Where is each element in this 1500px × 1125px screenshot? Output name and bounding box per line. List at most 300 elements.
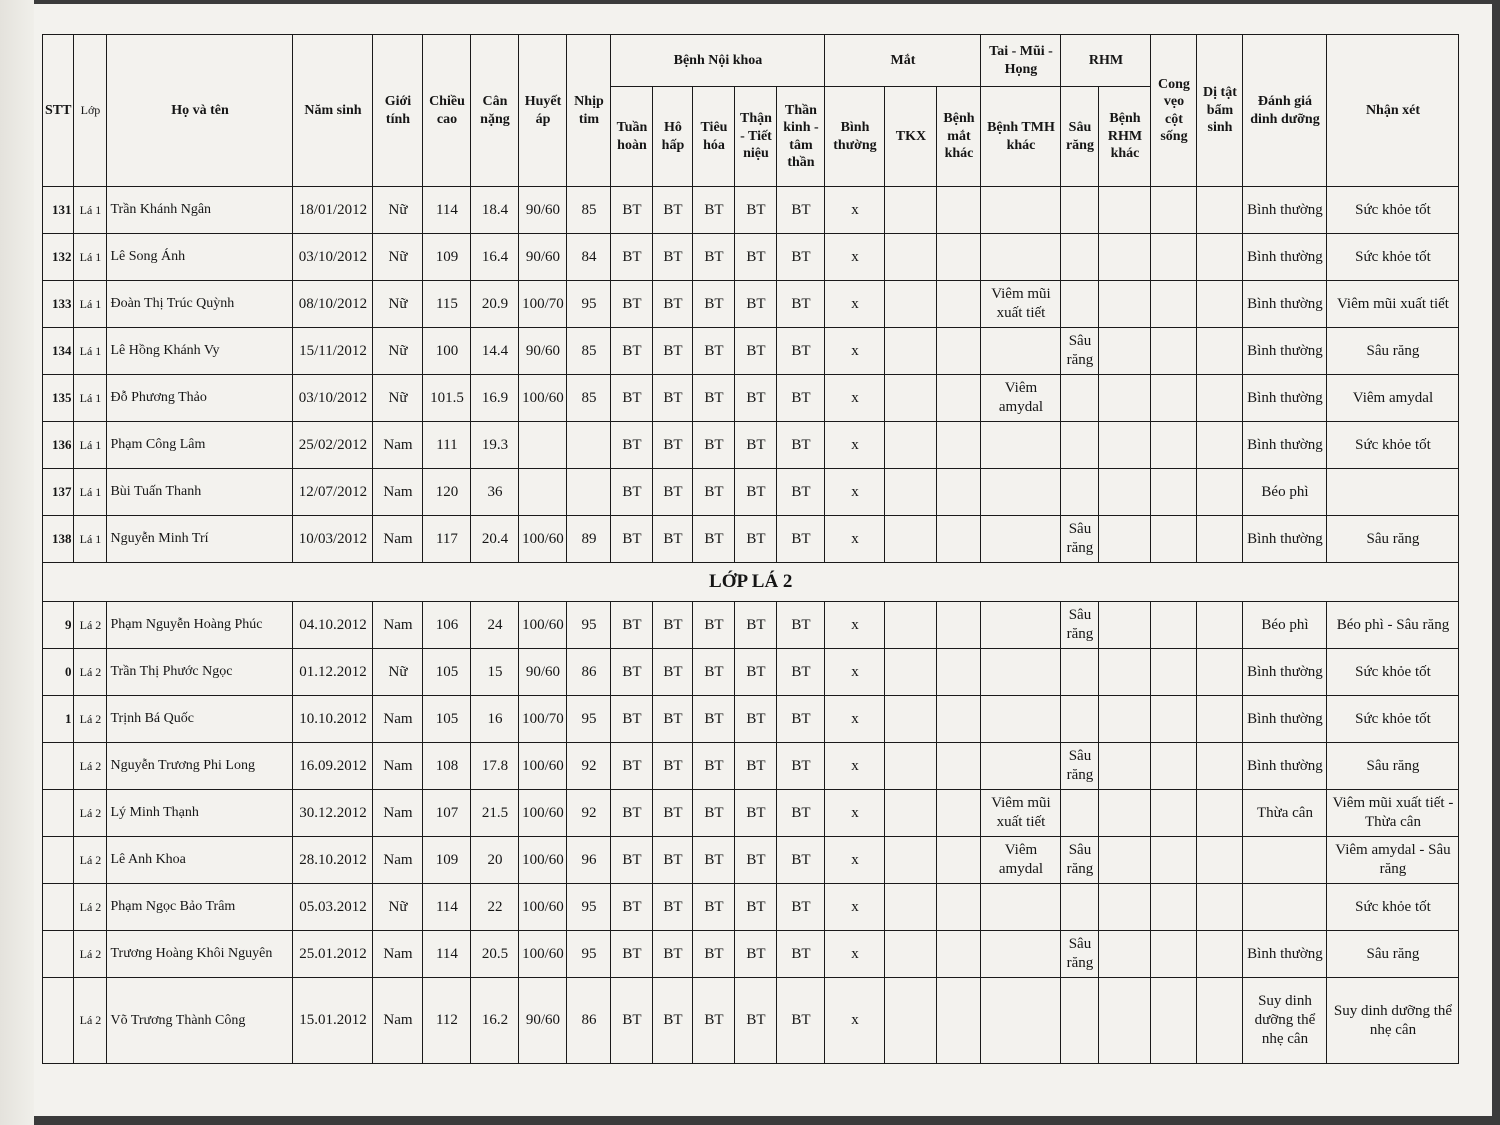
table-row <box>43 234 1459 281</box>
header-di-tat: Dị tật bẩm sinh <box>1197 35 1243 187</box>
benh-tmh-cell <box>981 234 1061 281</box>
bp-cell: 100/60 <box>519 884 567 931</box>
name-cell: Phạm Ngọc Bảo Trâm <box>107 884 293 931</box>
di-tat-cell <box>1197 978 1243 1064</box>
sau-rang-cell <box>1061 649 1099 696</box>
nhan-xet-cell: Viêm mũi xuất tiết - Thừa cân <box>1327 790 1459 837</box>
than-tiet-nieu-cell: BT <box>735 649 777 696</box>
danh-gia-cell: Bình thường <box>1243 516 1327 563</box>
height-cell: 108 <box>423 743 471 790</box>
header-tmh: Tai - Mũi - Họng <box>981 35 1061 87</box>
mat-binh-thuong-cell: x <box>825 790 885 837</box>
bp-cell: 100/70 <box>519 281 567 328</box>
di-tat-cell <box>1197 375 1243 422</box>
tuan-hoan-cell: BT <box>611 328 653 375</box>
header-nam-sinh: Năm sinh <box>293 35 373 187</box>
than-kinh-cell: BT <box>777 602 825 649</box>
cong-veo-cell <box>1151 281 1197 328</box>
hr-cell: 95 <box>567 602 611 649</box>
benh-mat-khac-cell <box>937 422 981 469</box>
benh-mat-khac-cell <box>937 790 981 837</box>
table-row <box>43 328 1459 375</box>
benh-mat-khac-cell <box>937 516 981 563</box>
table-row <box>43 837 1459 884</box>
header-danh-gia: Đánh giá dinh dưỡng <box>1243 35 1327 187</box>
sau-rang-cell: Sâu răng <box>1061 837 1099 884</box>
than-kinh-cell: BT <box>777 696 825 743</box>
hr-cell: 84 <box>567 234 611 281</box>
benh-tmh-cell: Viêm amydal <box>981 837 1061 884</box>
sex-cell: Nam <box>373 931 423 978</box>
sex-cell: Nữ <box>373 884 423 931</box>
benh-rhm-khac-cell <box>1099 790 1151 837</box>
di-tat-cell <box>1197 931 1243 978</box>
bp-cell: 100/60 <box>519 602 567 649</box>
table-row <box>43 469 1459 516</box>
table-row <box>43 696 1459 743</box>
ho-hap-cell: BT <box>653 281 693 328</box>
bp-cell: 100/70 <box>519 696 567 743</box>
bp-cell: 100/60 <box>519 516 567 563</box>
cong-veo-cell <box>1151 978 1197 1064</box>
stt-cell: 131 <box>43 187 74 234</box>
mat-binh-thuong-cell: x <box>825 328 885 375</box>
weight-cell: 16.9 <box>471 375 519 422</box>
sex-cell: Nam <box>373 743 423 790</box>
danh-gia-cell: Bình thường <box>1243 187 1327 234</box>
tuan-hoan-cell: BT <box>611 516 653 563</box>
benh-rhm-khac-cell <box>1099 375 1151 422</box>
nhan-xet-cell: Béo phì - Sâu răng <box>1327 602 1459 649</box>
dob-cell: 30.12.2012 <box>293 790 373 837</box>
bp-cell: 90/60 <box>519 649 567 696</box>
di-tat-cell <box>1197 469 1243 516</box>
sex-cell: Nữ <box>373 375 423 422</box>
tkx-cell <box>885 884 937 931</box>
ho-hap-cell: BT <box>653 516 693 563</box>
benh-tmh-cell <box>981 649 1061 696</box>
mat-binh-thuong-cell: x <box>825 649 885 696</box>
benh-tmh-cell <box>981 743 1061 790</box>
class2-title: LỚP LÁ 2 <box>43 563 1459 602</box>
ho-hap-cell: BT <box>653 790 693 837</box>
mat-binh-thuong-cell: x <box>825 978 885 1064</box>
stt-cell <box>43 884 74 931</box>
weight-cell: 20 <box>471 837 519 884</box>
height-cell: 109 <box>423 837 471 884</box>
benh-tmh-cell <box>981 469 1061 516</box>
sau-rang-cell <box>1061 884 1099 931</box>
stt-cell: 9 <box>43 602 74 649</box>
danh-gia-cell <box>1243 837 1327 884</box>
mat-binh-thuong-cell: x <box>825 602 885 649</box>
than-tiet-nieu-cell: BT <box>735 602 777 649</box>
weight-cell: 21.5 <box>471 790 519 837</box>
header-rhm: RHM <box>1061 35 1151 87</box>
dob-cell: 18/01/2012 <box>293 187 373 234</box>
ho-hap-cell: BT <box>653 422 693 469</box>
height-cell: 105 <box>423 649 471 696</box>
sex-cell: Nam <box>373 837 423 884</box>
tkx-cell <box>885 281 937 328</box>
lop-cell: Lá 2 <box>74 978 107 1064</box>
weight-cell: 24 <box>471 602 519 649</box>
than-kinh-cell: BT <box>777 649 825 696</box>
lop-cell: Lá 2 <box>74 837 107 884</box>
than-kinh-cell: BT <box>777 884 825 931</box>
sex-cell: Nam <box>373 422 423 469</box>
dob-cell: 05.03.2012 <box>293 884 373 931</box>
tuan-hoan-cell: BT <box>611 422 653 469</box>
height-cell: 112 <box>423 978 471 1064</box>
benh-tmh-cell: Viêm mũi xuất tiết <box>981 790 1061 837</box>
benh-rhm-khac-cell <box>1099 696 1151 743</box>
header-binh-thuong: Bình thường <box>825 87 885 187</box>
nhan-xet-cell: Sức khỏe tốt <box>1327 234 1459 281</box>
than-tiet-nieu-cell: BT <box>735 743 777 790</box>
tkx-cell <box>885 837 937 884</box>
sau-rang-cell <box>1061 469 1099 516</box>
than-tiet-nieu-cell: BT <box>735 837 777 884</box>
benh-rhm-khac-cell <box>1099 931 1151 978</box>
cong-veo-cell <box>1151 469 1197 516</box>
weight-cell: 20.5 <box>471 931 519 978</box>
ho-hap-cell: BT <box>653 649 693 696</box>
dob-cell: 03/10/2012 <box>293 234 373 281</box>
table-header <box>43 35 1459 187</box>
sau-rang-cell <box>1061 375 1099 422</box>
hr-cell: 85 <box>567 187 611 234</box>
di-tat-cell <box>1197 234 1243 281</box>
benh-rhm-khac-cell <box>1099 602 1151 649</box>
tieu-hoa-cell: BT <box>693 602 735 649</box>
weight-cell: 16 <box>471 696 519 743</box>
tieu-hoa-cell: BT <box>693 696 735 743</box>
tieu-hoa-cell: BT <box>693 743 735 790</box>
benh-mat-khac-cell <box>937 375 981 422</box>
sex-cell: Nữ <box>373 234 423 281</box>
mat-binh-thuong-cell: x <box>825 743 885 790</box>
than-tiet-nieu-cell: BT <box>735 375 777 422</box>
weight-cell: 16.2 <box>471 978 519 1064</box>
header-than-kinh: Thần kinh - tâm thần <box>777 87 825 187</box>
benh-rhm-khac-cell <box>1099 837 1151 884</box>
than-kinh-cell: BT <box>777 516 825 563</box>
nhan-xet-cell: Sức khỏe tốt <box>1327 187 1459 234</box>
height-cell: 114 <box>423 884 471 931</box>
name-cell: Phạm Công Lâm <box>107 422 293 469</box>
nhan-xet-cell: Viêm amydal <box>1327 375 1459 422</box>
benh-mat-khac-cell <box>937 696 981 743</box>
header-nhan-xet: Nhận xét <box>1327 35 1459 187</box>
di-tat-cell <box>1197 187 1243 234</box>
than-tiet-nieu-cell: BT <box>735 281 777 328</box>
stt-cell <box>43 790 74 837</box>
cong-veo-cell <box>1151 649 1197 696</box>
di-tat-cell <box>1197 281 1243 328</box>
benh-mat-khac-cell <box>937 884 981 931</box>
tkx-cell <box>885 696 937 743</box>
table-row <box>43 375 1459 422</box>
lop-cell: Lá 1 <box>74 375 107 422</box>
benh-tmh-cell: Viêm mũi xuất tiết <box>981 281 1061 328</box>
ho-hap-cell: BT <box>653 837 693 884</box>
di-tat-cell <box>1197 422 1243 469</box>
than-kinh-cell: BT <box>777 469 825 516</box>
header-ho-ten: Họ và tên <box>107 35 293 187</box>
tieu-hoa-cell: BT <box>693 790 735 837</box>
tuan-hoan-cell: BT <box>611 281 653 328</box>
mat-binh-thuong-cell: x <box>825 837 885 884</box>
nhan-xet-cell: Viêm mũi xuất tiết <box>1327 281 1459 328</box>
than-tiet-nieu-cell: BT <box>735 328 777 375</box>
bp-cell: 90/60 <box>519 978 567 1064</box>
bp-cell: 90/60 <box>519 187 567 234</box>
tkx-cell <box>885 328 937 375</box>
lop-cell: Lá 1 <box>74 187 107 234</box>
than-tiet-nieu-cell: BT <box>735 187 777 234</box>
benh-rhm-khac-cell <box>1099 649 1151 696</box>
mat-binh-thuong-cell: x <box>825 931 885 978</box>
header-benh-tmh-khac: Bệnh TMH khác <box>981 87 1061 187</box>
header-tieu-hoa: Tiêu hóa <box>693 87 735 187</box>
tuan-hoan-cell: BT <box>611 931 653 978</box>
tuan-hoan-cell: BT <box>611 743 653 790</box>
tieu-hoa-cell: BT <box>693 375 735 422</box>
bp-cell: 90/60 <box>519 234 567 281</box>
benh-tmh-cell <box>981 187 1061 234</box>
lop-cell: Lá 2 <box>74 790 107 837</box>
hr-cell <box>567 422 611 469</box>
sau-rang-cell: Sâu răng <box>1061 328 1099 375</box>
table-row <box>43 602 1459 649</box>
dob-cell: 04.10.2012 <box>293 602 373 649</box>
than-kinh-cell: BT <box>777 234 825 281</box>
mat-binh-thuong-cell: x <box>825 422 885 469</box>
danh-gia-cell: Bình thường <box>1243 649 1327 696</box>
mat-binh-thuong-cell: x <box>825 516 885 563</box>
tuan-hoan-cell: BT <box>611 884 653 931</box>
di-tat-cell <box>1197 328 1243 375</box>
header-lop: Lớp <box>74 35 107 187</box>
di-tat-cell <box>1197 516 1243 563</box>
name-cell: Trần Khánh Ngân <box>107 187 293 234</box>
bp-cell: 100/60 <box>519 375 567 422</box>
dob-cell: 25.01.2012 <box>293 931 373 978</box>
than-kinh-cell: BT <box>777 931 825 978</box>
mat-binh-thuong-cell: x <box>825 187 885 234</box>
cong-veo-cell <box>1151 422 1197 469</box>
hr-cell: 92 <box>567 743 611 790</box>
header-benh-mat-khac: Bệnh mắt khác <box>937 87 981 187</box>
height-cell: 117 <box>423 516 471 563</box>
sau-rang-cell: Sâu răng <box>1061 602 1099 649</box>
dob-cell: 10/03/2012 <box>293 516 373 563</box>
danh-gia-cell: Suy dinh dưỡng thể nhẹ cân <box>1243 978 1327 1064</box>
benh-rhm-khac-cell <box>1099 516 1151 563</box>
mat-binh-thuong-cell: x <box>825 234 885 281</box>
name-cell: Bùi Tuấn Thanh <box>107 469 293 516</box>
bp-cell: 90/60 <box>519 328 567 375</box>
nhan-xet-cell <box>1327 469 1459 516</box>
stt-cell: 1 <box>43 696 74 743</box>
name-cell: Phạm Nguyễn Hoàng Phúc <box>107 602 293 649</box>
danh-gia-cell: Bình thường <box>1243 375 1327 422</box>
nhan-xet-cell: Suy dinh dưỡng thể nhẹ cân <box>1327 978 1459 1064</box>
document-page <box>34 4 1492 1116</box>
ho-hap-cell: BT <box>653 978 693 1064</box>
mat-binh-thuong-cell: x <box>825 469 885 516</box>
header-chieu-cao: Chiều cao <box>423 35 471 187</box>
cong-veo-cell <box>1151 884 1197 931</box>
ho-hap-cell: BT <box>653 187 693 234</box>
danh-gia-cell: Thừa cân <box>1243 790 1327 837</box>
than-tiet-nieu-cell: BT <box>735 234 777 281</box>
benh-mat-khac-cell <box>937 649 981 696</box>
class2-body <box>43 602 1459 1064</box>
danh-gia-cell: Bình thường <box>1243 931 1327 978</box>
cong-veo-cell <box>1151 790 1197 837</box>
table-row <box>43 516 1459 563</box>
sau-rang-cell: Sâu răng <box>1061 743 1099 790</box>
cong-veo-cell <box>1151 696 1197 743</box>
sex-cell: Nam <box>373 696 423 743</box>
dob-cell: 12/07/2012 <box>293 469 373 516</box>
di-tat-cell <box>1197 837 1243 884</box>
tkx-cell <box>885 234 937 281</box>
tieu-hoa-cell: BT <box>693 469 735 516</box>
weight-cell: 19.3 <box>471 422 519 469</box>
ho-hap-cell: BT <box>653 469 693 516</box>
stt-cell: 133 <box>43 281 74 328</box>
stt-cell: 137 <box>43 469 74 516</box>
sex-cell: Nam <box>373 469 423 516</box>
header-can-nang: Cân nặng <box>471 35 519 187</box>
nhan-xet-cell: Sâu răng <box>1327 931 1459 978</box>
lop-cell: Lá 1 <box>74 469 107 516</box>
di-tat-cell <box>1197 743 1243 790</box>
benh-rhm-khac-cell <box>1099 187 1151 234</box>
stt-cell <box>43 978 74 1064</box>
cong-veo-cell <box>1151 743 1197 790</box>
nhan-xet-cell: Sâu răng <box>1327 743 1459 790</box>
benh-tmh-cell <box>981 602 1061 649</box>
benh-tmh-cell <box>981 978 1061 1064</box>
cong-veo-cell <box>1151 516 1197 563</box>
nhan-xet-cell: Sâu răng <box>1327 516 1459 563</box>
header-noi-khoa: Bệnh Nội khoa <box>611 35 825 87</box>
tieu-hoa-cell: BT <box>693 328 735 375</box>
tieu-hoa-cell: BT <box>693 978 735 1064</box>
dob-cell: 25/02/2012 <box>293 422 373 469</box>
table-row <box>43 281 1459 328</box>
sex-cell: Nam <box>373 516 423 563</box>
than-kinh-cell: BT <box>777 375 825 422</box>
nhan-xet-cell: Sức khỏe tốt <box>1327 422 1459 469</box>
weight-cell: 20.9 <box>471 281 519 328</box>
than-tiet-nieu-cell: BT <box>735 884 777 931</box>
weight-cell: 22 <box>471 884 519 931</box>
weight-cell: 14.4 <box>471 328 519 375</box>
dob-cell: 15/11/2012 <box>293 328 373 375</box>
dob-cell: 03/10/2012 <box>293 375 373 422</box>
dob-cell: 10.10.2012 <box>293 696 373 743</box>
header-gioi-tinh: Giới tính <box>373 35 423 187</box>
tieu-hoa-cell: BT <box>693 649 735 696</box>
hr-cell: 95 <box>567 696 611 743</box>
benh-tmh-cell: Viêm amydal <box>981 375 1061 422</box>
height-cell: 100 <box>423 328 471 375</box>
cong-veo-cell <box>1151 187 1197 234</box>
bp-cell: 100/60 <box>519 743 567 790</box>
dob-cell: 08/10/2012 <box>293 281 373 328</box>
lop-cell: Lá 2 <box>74 931 107 978</box>
than-kinh-cell: BT <box>777 328 825 375</box>
than-kinh-cell: BT <box>777 790 825 837</box>
header-benh-rhm-khac: Bệnh RHM khác <box>1099 87 1151 187</box>
ho-hap-cell: BT <box>653 884 693 931</box>
height-cell: 111 <box>423 422 471 469</box>
tuan-hoan-cell: BT <box>611 375 653 422</box>
sau-rang-cell: Sâu răng <box>1061 516 1099 563</box>
danh-gia-cell: Bình thường <box>1243 743 1327 790</box>
than-kinh-cell: BT <box>777 422 825 469</box>
tuan-hoan-cell: BT <box>611 234 653 281</box>
nhan-xet-cell: Sâu răng <box>1327 328 1459 375</box>
ho-hap-cell: BT <box>653 328 693 375</box>
table-row <box>43 187 1459 234</box>
mat-binh-thuong-cell: x <box>825 696 885 743</box>
stt-cell <box>43 837 74 884</box>
benh-mat-khac-cell <box>937 837 981 884</box>
stt-cell: 138 <box>43 516 74 563</box>
than-tiet-nieu-cell: BT <box>735 931 777 978</box>
lop-cell: Lá 1 <box>74 516 107 563</box>
height-cell: 105 <box>423 696 471 743</box>
height-cell: 101.5 <box>423 375 471 422</box>
stt-cell: 135 <box>43 375 74 422</box>
name-cell: Võ Trương Thành Công <box>107 978 293 1064</box>
ho-hap-cell: BT <box>653 743 693 790</box>
nhan-xet-cell: Sức khỏe tốt <box>1327 884 1459 931</box>
than-kinh-cell: BT <box>777 978 825 1064</box>
than-tiet-nieu-cell: BT <box>735 469 777 516</box>
benh-rhm-khac-cell <box>1099 469 1151 516</box>
benh-rhm-khac-cell <box>1099 422 1151 469</box>
sau-rang-cell <box>1061 422 1099 469</box>
tuan-hoan-cell: BT <box>611 978 653 1064</box>
sau-rang-cell: Sâu răng <box>1061 931 1099 978</box>
hr-cell: 86 <box>567 649 611 696</box>
tuan-hoan-cell: BT <box>611 696 653 743</box>
hr-cell: 95 <box>567 884 611 931</box>
page-binding <box>0 0 34 1125</box>
health-check-table <box>42 34 1459 1064</box>
danh-gia-cell: Bình thường <box>1243 328 1327 375</box>
tieu-hoa-cell: BT <box>693 187 735 234</box>
class1-body <box>43 187 1459 563</box>
benh-tmh-cell <box>981 931 1061 978</box>
name-cell: Đỗ Phương Thảo <box>107 375 293 422</box>
tuan-hoan-cell: BT <box>611 602 653 649</box>
tieu-hoa-cell: BT <box>693 931 735 978</box>
name-cell: Nguyễn Trương Phi Long <box>107 743 293 790</box>
tkx-cell <box>885 187 937 234</box>
hr-cell: 95 <box>567 281 611 328</box>
weight-cell: 18.4 <box>471 187 519 234</box>
sau-rang-cell <box>1061 790 1099 837</box>
than-tiet-nieu-cell: BT <box>735 790 777 837</box>
